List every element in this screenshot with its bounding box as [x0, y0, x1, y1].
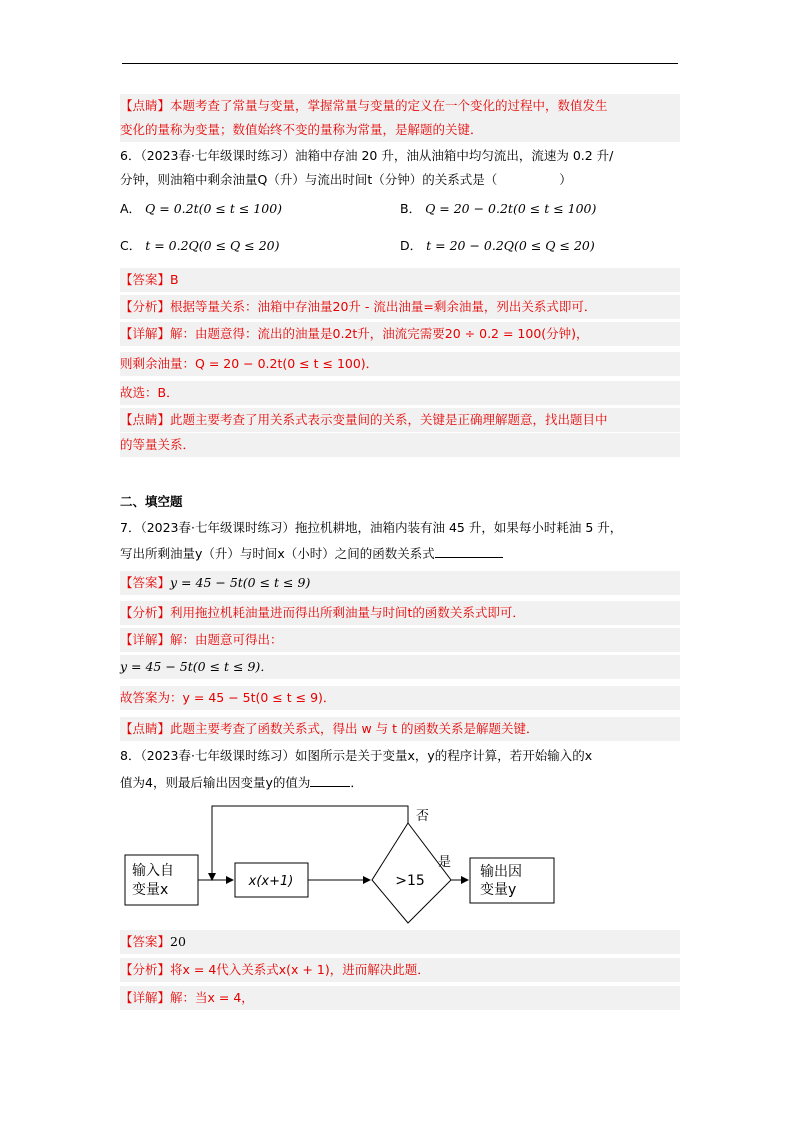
yes-label: 是: [438, 855, 452, 870]
q7-analysis: [120, 601, 680, 625]
q6-stem-line2: [120, 168, 680, 192]
q7-detail-expr: [120, 655, 680, 679]
analysis-text: 将x = 4代入关系式x(x + 1)，进而解决此题．: [170, 962, 430, 977]
q8-analysis: [120, 958, 680, 982]
q6-detail-line2: 则剩余油量：Q = 20 − 0.2t(0 ≤ t ≤ 100)．: [120, 352, 680, 376]
q6-stem-text: 分钟，则油箱中剩余油量Q（升）与流出时间t（分钟）的关系式是（: [120, 172, 498, 187]
dianjing-text: 此题主要考查了函数关系式，得出 w 与 t 的函数关系是解题关键．: [170, 721, 539, 736]
q6-option-b: [400, 197, 596, 221]
dianjing-text: 此题主要考查了用关系式表示变量间的关系，关键是正确理解题意，找出题目中: [170, 412, 608, 427]
q6-stem-line1: 6．（2023春·七年级课时练习）油箱中存油 20 升，油从油箱中均匀流出，流速为 0.2 升/: [120, 148, 614, 163]
q6-stem-close: ）: [559, 172, 572, 187]
q8-stem-line2: [120, 771, 680, 795]
answer-value: B: [170, 272, 179, 287]
q6-detail-line1: [120, 322, 680, 346]
analysis-tag: 【分析】: [120, 962, 171, 977]
dianjing-tag: 【点睛】: [120, 98, 171, 113]
analysis-text: 利用拖拉机耗油量进而得出所剩油量与时间t的函数关系式即可．: [170, 605, 525, 620]
q6-option-d: [400, 234, 595, 258]
q6-choose: 故选：B．: [120, 381, 680, 405]
section-title: 二、填空题: [120, 494, 183, 509]
answer-value: 20: [170, 934, 186, 949]
output-label-line2: 变量y: [480, 882, 517, 898]
q7-final: 故答案为：y = 45 − 5t(0 ≤ t ≤ 9)．: [120, 686, 680, 710]
prev-dianjing-line2: 变化的量称为变量；数值始终不变的量称为常量，是解题的关键．: [120, 118, 680, 142]
analysis-tag: 【分析】: [120, 299, 171, 314]
answer-blank: [435, 543, 503, 558]
answer-tag: 【答案】: [120, 272, 171, 287]
q6-option-c: [120, 234, 280, 258]
dianjing-tag: 【点睛】: [120, 412, 171, 427]
answer-tag: 【答案】: [120, 575, 171, 590]
q7-stem-line2: [120, 542, 680, 566]
q6-dianjing-line1: [120, 408, 680, 432]
q7-stem-text: 写出所剩油量y（升）与时间x（小时）之间的函数关系式: [120, 546, 435, 561]
compute-label: x(x+1): [248, 874, 294, 889]
q7-answer: [120, 571, 680, 595]
q6-answer: [120, 268, 680, 292]
q8-detail: [120, 986, 680, 1010]
q6-option-a: [120, 197, 282, 221]
input-label-line1: 输入自: [132, 863, 174, 879]
flowchart: [120, 798, 680, 928]
detail-text: 解：当x = 4，: [170, 990, 254, 1005]
q8-answer: [120, 930, 680, 954]
prev-dianjing-line1: [120, 94, 680, 118]
option-label: A．: [120, 201, 142, 216]
q8-stem-end: ．: [350, 775, 363, 790]
option-expr: Q = 0.2t(0 ≤ t ≤ 100): [145, 201, 283, 216]
dianjing-text: 本题考查了常量与变量，掌握常量与变量的定义在一个变化的过程中，数值发生: [170, 98, 608, 113]
detail-text: 解：由题意可得出：: [170, 632, 283, 647]
detail-tag: 【详解】: [120, 990, 171, 1005]
option-expr: t = 20 − 0.2Q(0 ≤ Q ≤ 20): [426, 238, 595, 253]
q7-dianjing: [120, 717, 680, 741]
q6-dianjing-line2: 的等量关系．: [120, 433, 680, 457]
detail-expr: y = 45 − 5t(0 ≤ t ≤ 9)．: [120, 659, 273, 674]
answer-tag: 【答案】: [120, 934, 171, 949]
no-label: 否: [416, 809, 430, 824]
analysis-tag: 【分析】: [120, 605, 171, 620]
header-rule: [122, 63, 678, 64]
answer-value: y = 45 − 5t(0 ≤ t ≤ 9): [170, 575, 311, 590]
analysis-text: 根据等量关系：油箱中存油量20升 - 流出油量=剩余油量，列出关系式即可．: [170, 299, 597, 314]
q7-stem-line1: 7．（2023春·七年级课时练习）拖拉机耕地，油箱内装有油 45 升，如果每小时耗油 5 升，: [120, 520, 623, 535]
detail-tag: 【详解】: [120, 632, 171, 647]
detail-tag: 【详解】: [120, 326, 171, 341]
output-label-line1: 输出因: [480, 864, 522, 880]
detail-text: 解：由题意得：流出的油量是0.2t升，油流完需要20 ÷ 0.2 = 100(分钟)，: [170, 326, 589, 341]
option-label: D．: [400, 238, 423, 253]
option-expr: t = 0.2Q(0 ≤ Q ≤ 20): [145, 238, 280, 253]
answer-blank: [310, 772, 350, 787]
flowchart-svg: [120, 798, 680, 928]
option-expr: Q = 20 − 0.2t(0 ≤ t ≤ 100): [425, 201, 597, 216]
q8-stem-text: 值为4，则最后输出因变量y的值为: [120, 775, 311, 790]
option-label: B．: [400, 201, 422, 216]
q7-detail: [120, 628, 680, 652]
option-label: C．: [120, 238, 142, 253]
condition-label: >15: [395, 873, 425, 889]
q8-stem-line1: 8．（2023春·七年级课时练习）如图所示是关于变量x，y的程序计算，若开始输入的x: [120, 748, 593, 763]
q6-analysis: [120, 295, 680, 319]
input-label-line2: 变量x: [132, 882, 169, 898]
dianjing-tag: 【点睛】: [120, 721, 171, 736]
